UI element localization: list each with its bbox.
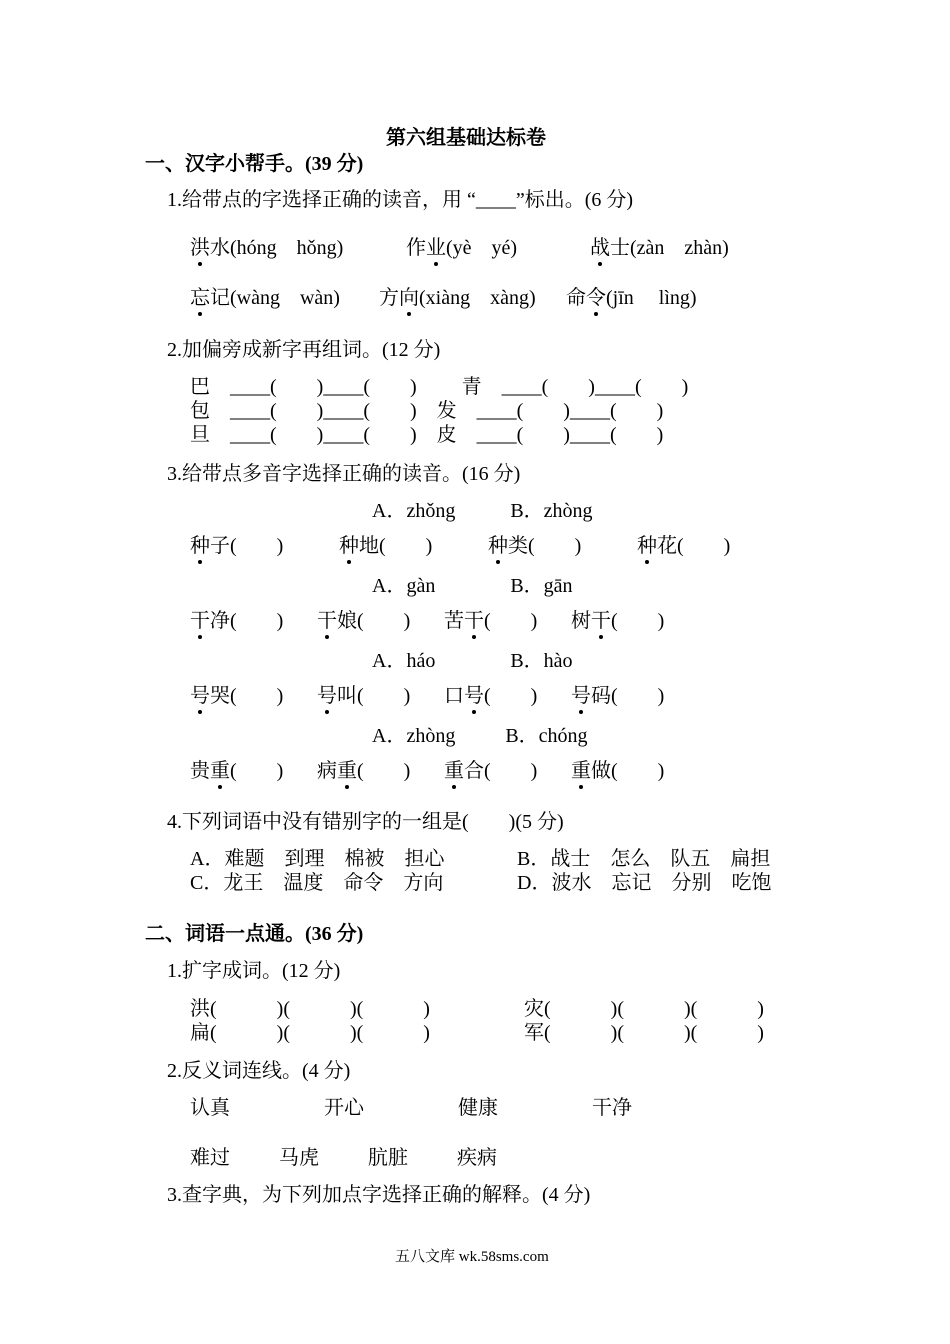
q3-options: A．zhǒng B．zhòng [372, 500, 593, 522]
q3-heading: 3.给带点多音字选择正确的读音。(16 分) [167, 463, 521, 485]
s2-q1-row: 洪( )( )( ) [190, 998, 430, 1020]
antonym-bottom-word: 肮脏 [368, 1147, 408, 1169]
q3-word: 苦干( ) [444, 610, 538, 632]
q3-word: 口号( ) [444, 685, 538, 707]
q3-word: 种类( ) [488, 535, 582, 557]
q1-item: 洪水(hóng hǒng) [190, 237, 344, 259]
antonym-top-word: 健康 [458, 1097, 498, 1119]
s2-q1-row: 军( )( )( ) [524, 1022, 764, 1044]
q3-word: 病重( ) [317, 760, 411, 782]
page-footer: 五八文库 wk.58sms.com [395, 1249, 549, 1265]
q3-word: 树干( ) [571, 610, 665, 632]
q2-heading: 2.加偏旁成新字再组词。(12 分) [167, 339, 441, 361]
q1-item: 命令(jīn lìng) [566, 287, 697, 309]
q2-row: 巴 ____( )____( ) 青 ____( )____( ) [190, 376, 689, 398]
q1-heading: 1.给带点的字选择正确的读音，用 “____”标出。(6 分) [167, 189, 634, 211]
s2-q2-heading: 2.反义词连线。(4 分) [167, 1060, 351, 1082]
q3-options: A．gàn B．gān [372, 575, 573, 597]
q3-word: 号码( ) [571, 685, 665, 707]
q3-word: 号叫( ) [317, 685, 411, 707]
s2-q1-heading: 1.扩字成词。(12 分) [167, 960, 341, 982]
q3-word: 重做( ) [571, 760, 665, 782]
q3-word: 种地( ) [339, 535, 433, 557]
q3-options: A．zhòng B．chóng [372, 725, 588, 747]
s2-q1-row: 扁( )( )( ) [190, 1022, 430, 1044]
antonym-top-word: 开心 [324, 1097, 364, 1119]
s2-q1-row: 灾( )( )( ) [524, 998, 764, 1020]
antonym-top-word: 干净 [592, 1097, 632, 1119]
antonym-top-word: 认真 [190, 1097, 230, 1119]
section1-heading: 一、汉字小帮手。(39 分) [145, 153, 364, 175]
page-title: 第六组基础达标卷 [386, 127, 546, 149]
q3-word: 干娘( ) [317, 610, 411, 632]
q4-option-d: D．波水 忘记 分别 吃饱 [517, 872, 772, 894]
q1-item: 方向(xiàng xàng) [379, 287, 536, 309]
q3-word: 种子( ) [190, 535, 284, 557]
antonym-bottom-word: 马虎 [279, 1147, 319, 1169]
q3-word: 种花( ) [637, 535, 731, 557]
q2-row: 旦 ____( )____( ) 皮 ____( )____( ) [190, 424, 664, 446]
q3-word: 干净( ) [190, 610, 284, 632]
s2-q3-heading: 3.查字典，为下列加点字选择正确的解释。(4 分) [167, 1184, 591, 1206]
q3-word: 贵重( ) [190, 760, 284, 782]
q3-options: A．háo B．hào [372, 650, 573, 672]
q3-word: 重合( ) [444, 760, 538, 782]
section2-heading: 二、词语一点通。(36 分) [145, 923, 364, 945]
antonym-bottom-word: 难过 [190, 1147, 230, 1169]
q1-item: 忘记(wàng wàn) [190, 287, 340, 309]
q3-word: 号哭( ) [190, 685, 284, 707]
q1-item: 战士(zàn zhàn) [590, 237, 729, 259]
antonym-bottom-word: 疾病 [457, 1147, 497, 1169]
q2-row: 包 ____( )____( ) 发 ____( )____( ) [190, 400, 664, 422]
q4-heading: 4.下列词语中没有错别字的一组是( )(5 分) [167, 811, 564, 833]
q1-item: 作业(yè yé) [406, 237, 518, 259]
q4-option-c: C．龙王 温度 命令 方向 [190, 872, 444, 894]
q4-option-b: B．战士 怎么 队五 扁担 [517, 848, 771, 870]
q4-option-a: A．难题 到理 棉被 担心 [190, 848, 445, 870]
